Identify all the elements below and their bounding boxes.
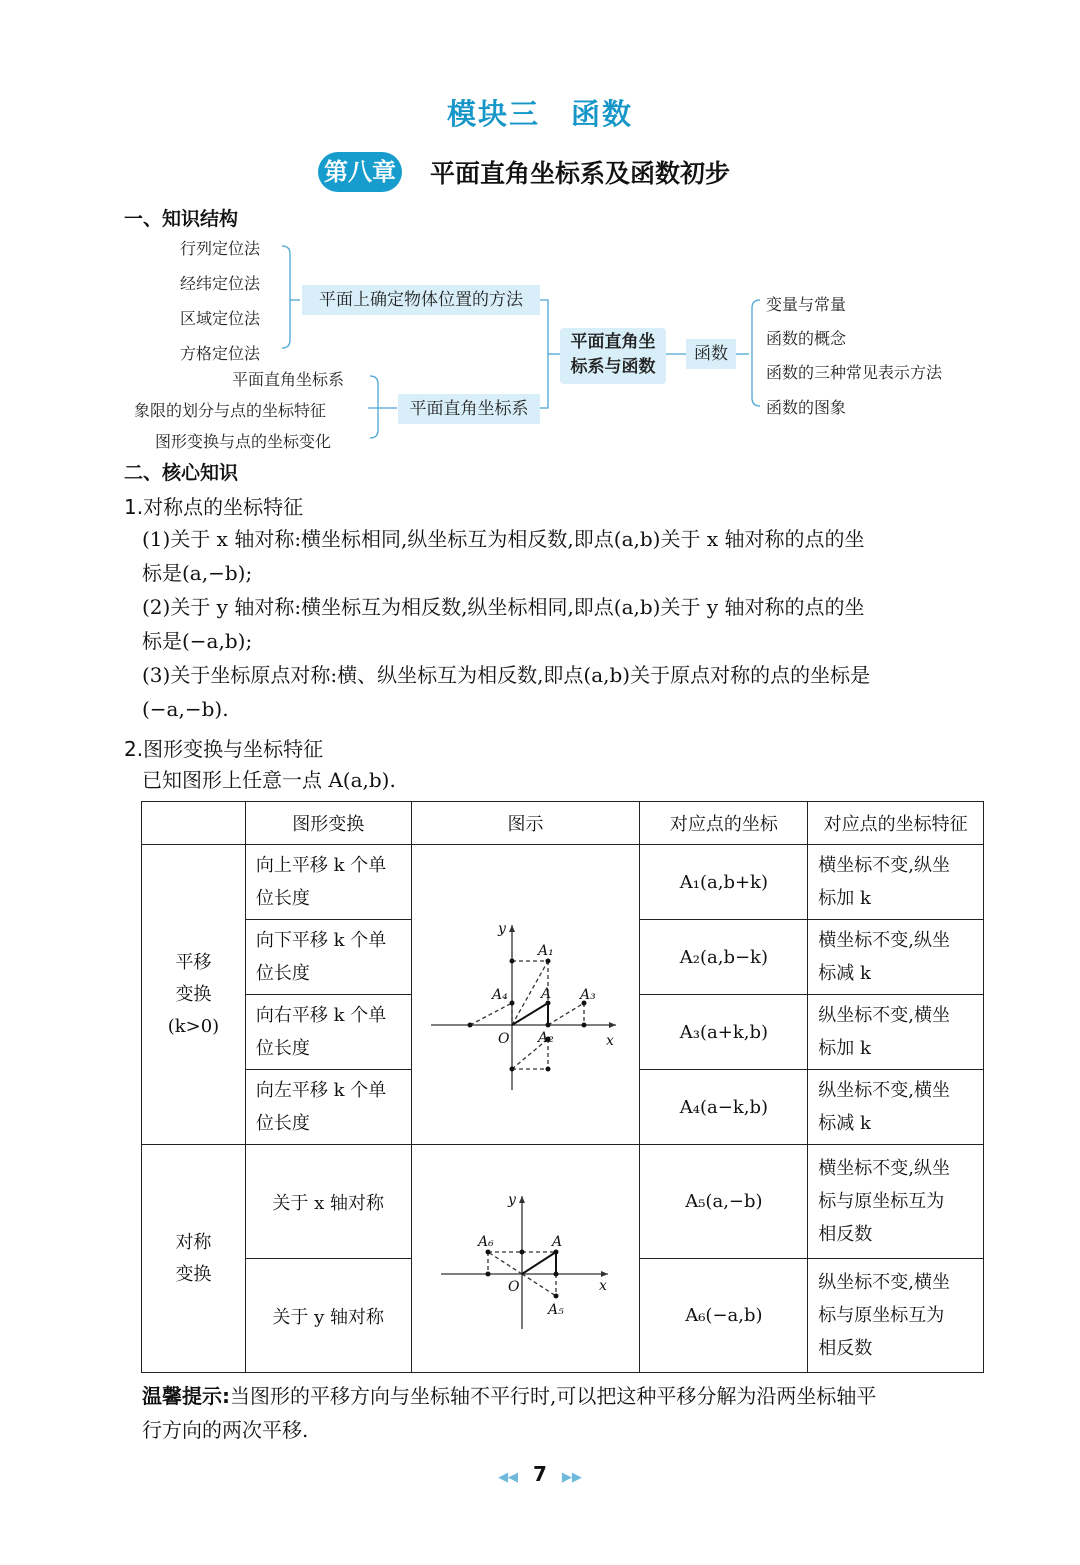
transform-table bbox=[141, 801, 984, 1373]
table-header: 对应点的坐标特征 bbox=[808, 802, 984, 845]
coord-item: 平面直角坐标系 bbox=[232, 370, 345, 389]
cell-text: 相反数 bbox=[818, 1338, 873, 1359]
cell-text: 位长度 bbox=[255, 963, 310, 984]
page-number bbox=[0, 1462, 1080, 1486]
cell-text: 纵坐标不变,横坐 bbox=[818, 1005, 951, 1026]
tip-label: 温馨提示: bbox=[142, 1384, 230, 1408]
coord-cell: A₅(a,−b) bbox=[640, 1145, 808, 1259]
group-label: 变换 bbox=[175, 1263, 212, 1285]
table-header: 对应点的坐标 bbox=[640, 802, 808, 845]
feature-cell bbox=[808, 845, 984, 920]
coord-cell: A₂(a,b−k) bbox=[640, 920, 808, 995]
axis-label-x: x bbox=[598, 1277, 607, 1294]
text-line: (−a,−b). bbox=[142, 697, 229, 721]
symmetry-group-cell bbox=[142, 1145, 246, 1373]
function-item: 变量与常量 bbox=[766, 295, 847, 314]
transform-cell bbox=[245, 920, 411, 995]
transform-cell bbox=[245, 995, 411, 1070]
point-label-a: A bbox=[551, 1233, 562, 1250]
cell-text: 位长度 bbox=[255, 888, 310, 909]
cell-text: 标加 k bbox=[818, 1038, 871, 1059]
cell-text: 标与原坐标互为 bbox=[818, 1191, 945, 1212]
group-label: 平移 bbox=[175, 951, 212, 973]
cell-text: 标减 k bbox=[818, 963, 871, 984]
feature-cell bbox=[808, 1145, 984, 1259]
translate-figure bbox=[426, 895, 626, 1095]
cell-text: 向上平移 k 个单 bbox=[255, 855, 387, 876]
table-header: 图形变换 bbox=[245, 802, 411, 845]
center-box-line1: 平面直角坐 bbox=[570, 332, 656, 352]
table-row bbox=[142, 1145, 984, 1259]
coord-box: 平面直角坐标系 bbox=[398, 394, 540, 424]
point-label-a3: A₃ bbox=[579, 986, 596, 1003]
coord-cell: A₁(a,b+k) bbox=[640, 845, 808, 920]
point-label-a: A bbox=[540, 985, 551, 1002]
tip-line: 行方向的两次平移. bbox=[142, 1418, 309, 1442]
point-label-a1: A₁ bbox=[537, 942, 554, 959]
text-line: 标是(a,−b); bbox=[142, 561, 253, 585]
feature-cell bbox=[808, 995, 984, 1070]
tip-text: 当图形的平移方向与坐标轴不平行时,可以把这种平移分解为沿两坐标轴平 bbox=[230, 1384, 877, 1408]
knowledge-connectors bbox=[0, 228, 1080, 458]
point-label-a5: A₅ bbox=[547, 1301, 564, 1318]
text-line: 标是(−a,b); bbox=[142, 629, 253, 653]
cell-text: 向左平移 k 个单 bbox=[255, 1080, 387, 1101]
text-line: (3)关于坐标原点对称:横、纵坐标互为相反数,即点(a,b)关于原点对称的点的坐标是 bbox=[142, 663, 871, 687]
feature-cell bbox=[808, 1070, 984, 1145]
text-line: (1)关于 x 轴对称:横坐标相同,纵坐标互为相反数,即点(a,b)关于 x 轴对称的点的坐 bbox=[142, 527, 865, 551]
cell-text: 纵坐标不变,横坐 bbox=[818, 1272, 951, 1293]
point-label-a4: A₄ bbox=[491, 986, 508, 1003]
transform-cell bbox=[245, 1070, 411, 1145]
table-header-row bbox=[142, 802, 984, 845]
table-row bbox=[142, 845, 984, 920]
transform-cell bbox=[245, 845, 411, 920]
next-arrow-icon: ▶▶ bbox=[561, 1470, 582, 1485]
method-item: 区域定位法 bbox=[180, 309, 261, 328]
page-number-value: 7 bbox=[533, 1462, 547, 1486]
cell-text: 标减 k bbox=[818, 1113, 871, 1134]
method-item: 方格定位法 bbox=[180, 344, 261, 363]
coord-item: 图形变换与点的坐标变化 bbox=[155, 432, 332, 451]
coord-cell: A₃(a+k,b) bbox=[640, 995, 808, 1070]
coord-cell: A₄(a−k,b) bbox=[640, 1070, 808, 1145]
cell-text: 纵坐标不变,横坐 bbox=[818, 1080, 951, 1101]
cell-text: 横坐标不变,纵坐 bbox=[818, 1158, 951, 1179]
cell-text: 横坐标不变,纵坐 bbox=[818, 930, 951, 951]
transform-cell: 关于 y 轴对称 bbox=[245, 1259, 411, 1373]
group-label: 变换 bbox=[175, 983, 212, 1005]
method-item: 行列定位法 bbox=[180, 239, 261, 258]
module-title: 模块三 函数 bbox=[446, 97, 633, 131]
function-box: 函数 bbox=[686, 339, 736, 369]
point-label-a6: A₆ bbox=[477, 1233, 494, 1250]
coord-item: 象限的划分与点的坐标特征 bbox=[134, 401, 327, 420]
point-label-a2: A₂ bbox=[537, 1029, 554, 1046]
group-label: 对称 bbox=[175, 1231, 212, 1253]
axis-label-y: y bbox=[497, 920, 506, 937]
chapter-badge: 第八章 bbox=[318, 152, 402, 192]
cell-text: 位长度 bbox=[255, 1113, 310, 1134]
cell-text: 位长度 bbox=[255, 1038, 310, 1059]
function-item: 函数的三种常见表示方法 bbox=[766, 363, 943, 382]
translate-figure-cell bbox=[411, 845, 640, 1145]
text-line: (2)关于 y 轴对称:横坐标互为相反数,纵坐标相同,即点(a,b)关于 y 轴对称的点的坐 bbox=[142, 595, 865, 619]
group-condition: (k>0) bbox=[167, 1015, 220, 1037]
symmetry-figure-cell bbox=[411, 1145, 640, 1373]
axis-label-y: y bbox=[507, 1191, 516, 1208]
table-header: 图示 bbox=[411, 802, 640, 845]
origin-label: O bbox=[507, 1278, 519, 1295]
axis-label-x: x bbox=[605, 1032, 614, 1049]
cell-text: 相反数 bbox=[818, 1224, 873, 1245]
feature-cell bbox=[808, 920, 984, 995]
table-header bbox=[142, 802, 246, 845]
chapter-title: 平面直角坐标系及函数初步 bbox=[430, 159, 731, 188]
cell-text: 向右平移 k 个单 bbox=[255, 1005, 387, 1026]
subsection-2-title: 2.图形变换与坐标特征 bbox=[124, 737, 324, 761]
tip-line bbox=[142, 1379, 992, 1413]
cell-text: 标与原坐标互为 bbox=[818, 1305, 945, 1326]
paragraph-symmetry bbox=[142, 522, 992, 726]
translate-group-cell bbox=[142, 845, 246, 1145]
section-core: 二、核心知识 bbox=[124, 462, 239, 484]
center-box-line2: 标系与函数 bbox=[570, 357, 656, 377]
function-item: 函数的图象 bbox=[766, 398, 847, 417]
methods-box: 平面上确定物体位置的方法 bbox=[302, 285, 540, 315]
origin-label: O bbox=[497, 1030, 509, 1047]
section-structure: 一、知识结构 bbox=[124, 208, 239, 230]
transform-cell: 关于 x 轴对称 bbox=[245, 1145, 411, 1259]
feature-cell bbox=[808, 1259, 984, 1373]
tip-paragraph bbox=[142, 1379, 992, 1447]
cell-text: 横坐标不变,纵坐 bbox=[818, 855, 951, 876]
center-box bbox=[560, 328, 666, 384]
cell-text: 标加 k bbox=[818, 888, 871, 909]
chapter-heading bbox=[318, 152, 730, 192]
subsection-2-intro: 已知图形上任意一点 A(a,b). bbox=[142, 768, 396, 792]
function-item: 函数的概念 bbox=[766, 329, 847, 348]
method-item: 经纬定位法 bbox=[180, 274, 261, 293]
cell-text: 向下平移 k 个单 bbox=[255, 930, 387, 951]
subsection-1-title: 1.对称点的坐标特征 bbox=[124, 495, 304, 519]
symmetry-figure bbox=[436, 1184, 616, 1334]
coord-cell: A₆(−a,b) bbox=[640, 1259, 808, 1373]
prev-arrow-icon: ◀◀ bbox=[498, 1470, 519, 1485]
